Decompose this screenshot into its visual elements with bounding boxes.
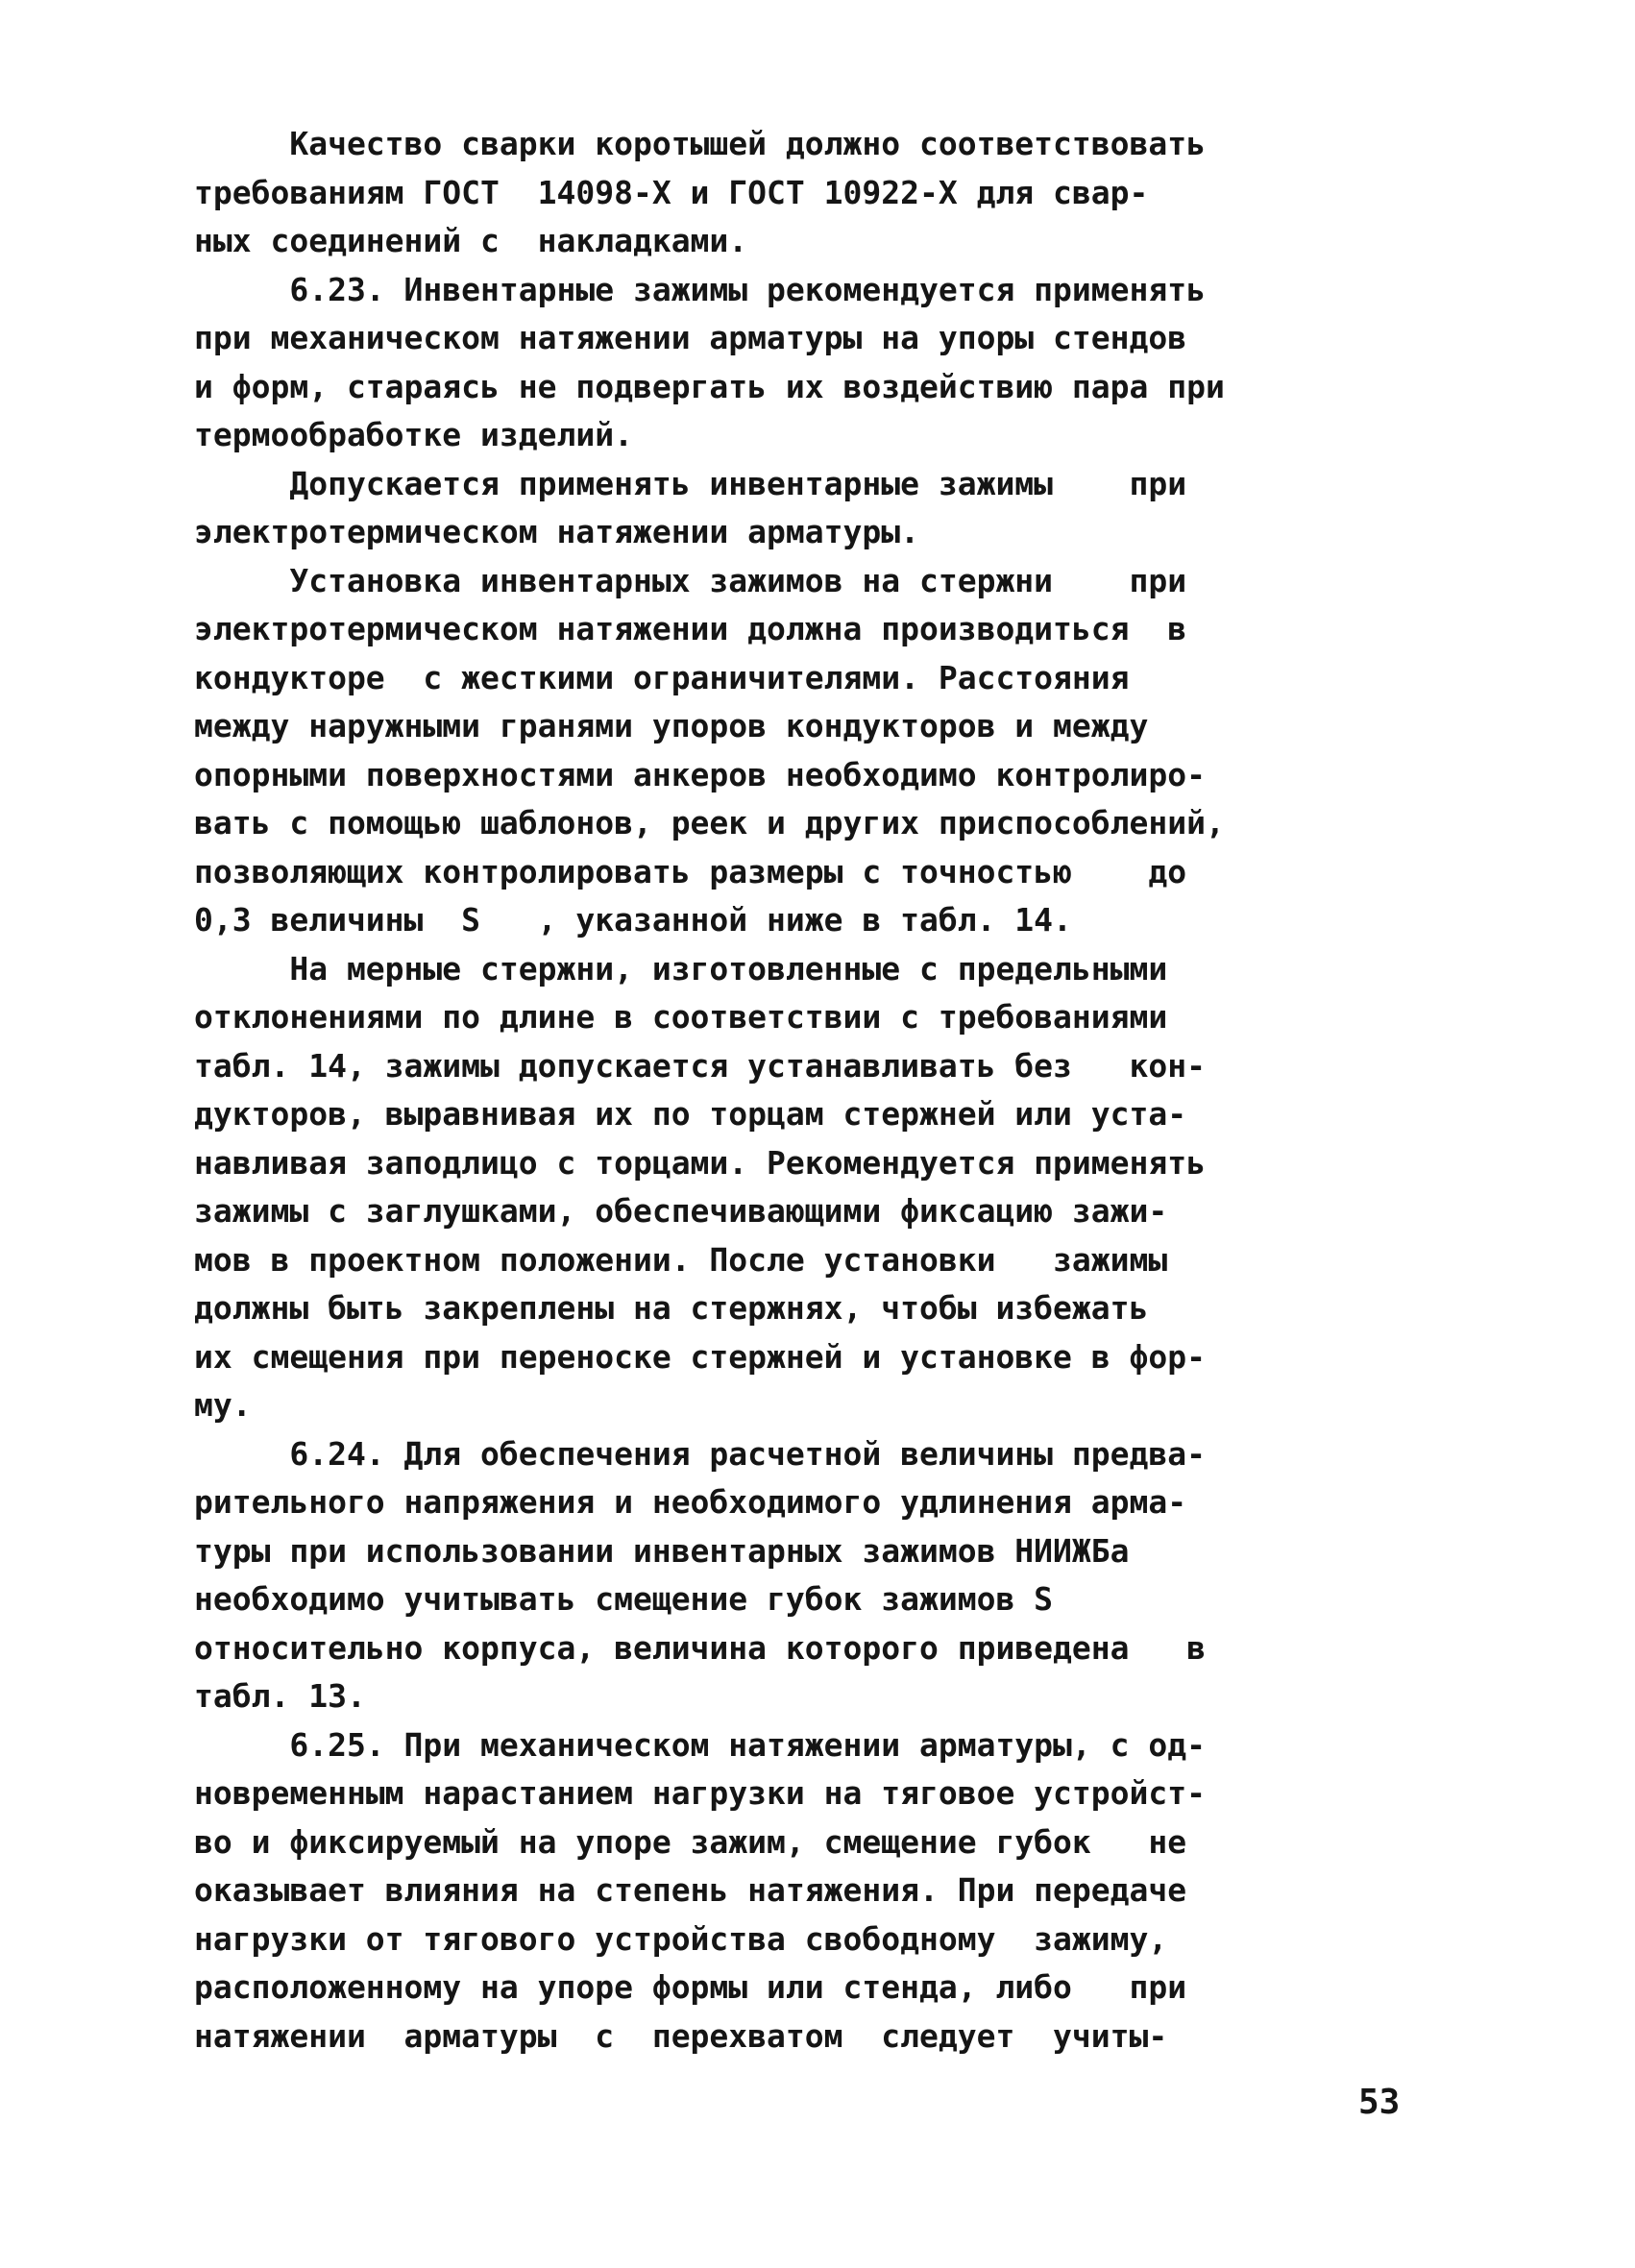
text-line: кондукторе с жесткими ограничителями. Расстояния bbox=[194, 658, 1130, 696]
text-line: новременным нарастанием нагрузки на тяговое устройст- bbox=[194, 1774, 1206, 1812]
text-line: и форм, стараясь не подвергать их воздействию пара при bbox=[194, 367, 1225, 405]
text-line: позволяющих контролировать размеры с точностью до bbox=[194, 852, 1187, 890]
text-line: опорными поверхностями анкеров необходимо контролиро- bbox=[194, 755, 1206, 793]
text-line: му. bbox=[194, 1386, 252, 1424]
text-line: зажимы с заглушками, обеспечивающими фиксацию зажи- bbox=[194, 1192, 1168, 1230]
text-line: Установка инвентарных зажимов на стержни при bbox=[194, 561, 1187, 599]
text-line: табл. 14, зажимы допускается устанавливать без кон- bbox=[194, 1046, 1206, 1085]
text-line: их смещения при переноске стержней и установке в фор- bbox=[194, 1337, 1206, 1376]
text-line: вать с помощью шаблонов, реек и других приспособлений, bbox=[194, 804, 1225, 841]
text-line: мов в проектном положении. После установки зажимы bbox=[194, 1240, 1168, 1279]
page-number: 53 bbox=[1358, 2083, 1401, 2122]
text-line: расположенному на упоре формы или стенда, либо при bbox=[194, 1968, 1187, 2006]
text-line: отклонениями по длине в соответствии с требованиями bbox=[194, 998, 1168, 1036]
body-text bbox=[194, 120, 1443, 2061]
text-line: дукторов, выравнивая их по торцам стержней или уста- bbox=[194, 1095, 1187, 1133]
text-line: навливая заподлицо с торцами. Рекомендуется применять bbox=[194, 1143, 1206, 1182]
text-line: между наружными гранями упоров кондукторов и между bbox=[194, 707, 1149, 744]
text-line: табл. 13. bbox=[194, 1677, 366, 1715]
text-line: 6.25. При механическом натяжении арматуры, с од- bbox=[194, 1725, 1206, 1764]
text-line: 6.23. Инвентарные зажимы рекомендуется применять bbox=[194, 270, 1206, 308]
text-line: туры при использовании инвентарных зажимов НИИЖБа bbox=[194, 1531, 1130, 1570]
text-line: термообработке изделий. bbox=[194, 416, 633, 453]
text-line: электротермическом натяжении арматуры. bbox=[194, 513, 919, 550]
text-line: На мерные стержни, изготовленные с предельными bbox=[194, 949, 1168, 988]
text-line: Качество сварки коротышей должно соответствовать bbox=[194, 125, 1206, 162]
text-line: во и фиксируемый на упоре зажим, смещение губок не bbox=[194, 1822, 1187, 1861]
text-line: 6.24. Для обеспечения расчетной величины предва- bbox=[194, 1434, 1206, 1473]
text-line: оказывает влияния на степень натяжения. При передаче bbox=[194, 1871, 1187, 1909]
text-line: Допускается применять инвентарные зажимы при bbox=[194, 464, 1187, 502]
text-line: необходимо учитывать смещение губок зажимов S bbox=[194, 1580, 1054, 1618]
text-line: при механическом натяжении арматуры на упоры стендов bbox=[194, 319, 1187, 356]
text-line: электротермическом натяжении должна производиться в bbox=[194, 610, 1187, 647]
text-line: должны быть закреплены на стержнях, чтобы избежать bbox=[194, 1289, 1149, 1327]
text-line: требованиям ГОСТ 14098-X и ГОСТ 10922-X для свар- bbox=[194, 173, 1149, 211]
text-line: ных соединений с накладками. bbox=[194, 222, 748, 259]
text-line: нагрузки от тягового устройства свободному зажиму, bbox=[194, 1919, 1168, 1958]
text-line: натяжении арматуры с перехватом следует учиты- bbox=[194, 2016, 1168, 2055]
text-line: относительно корпуса, величина которого приведена в bbox=[194, 1628, 1206, 1667]
text-line: 0,3 величины S , указанной ниже в табл. 14. bbox=[194, 901, 1072, 939]
text-line: рительного напряжения и необходимого удлинения арма- bbox=[194, 1483, 1187, 1521]
